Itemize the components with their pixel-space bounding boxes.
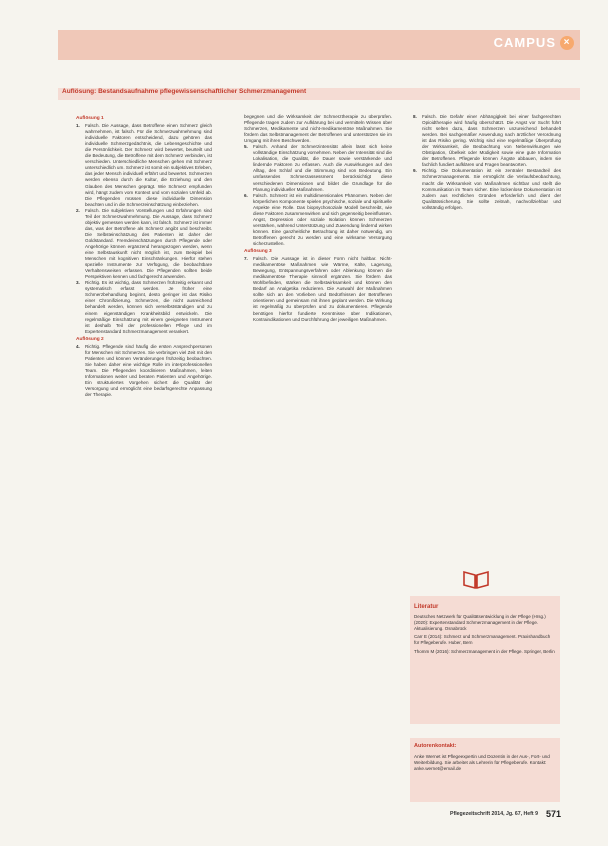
literature-box [410,596,560,724]
item-number: 1. [76,123,80,129]
item-number: 6. [244,192,248,198]
close-icon: × [560,36,574,50]
item-number: 5. [244,144,248,150]
list-item [244,144,392,192]
column-2 [244,114,392,323]
item-number: 4. [76,343,80,349]
column-1 [76,114,212,398]
literature-entry: Deutsches Netzwerk für Qualitätsentwicklung in der Pflege (Hrsg.) (2020): Expertenstandard Schmerzmanagement in der Pflege. Aktualisierung. Osnabrück [414,614,546,631]
literature-list [414,614,556,658]
author-box [410,738,560,802]
item-number: 9. [413,168,417,174]
item-text: Falsch. Anhand der Schmerzintensität allein lässt sich keine vollständige Einschätzung vornehmen. Neben der Intensität sind die Lokalisation, die Qualität, die Dauer sowie verstärkende und lindernde Faktoren zu erfassen. Auch die Auswirkungen auf den Alltag, den Schlaf und die Stimmung sind von Bedeutung. Ein umfassendes Schmerzassessment berücksichtigt diese verschiedenen Dimensionen und bildet die Grundlage für die Planung individueller Maßnahmen. [253,144,392,192]
header-band [58,30,580,60]
column-3 [413,114,561,211]
list-item [413,168,561,210]
section-heading: Auflösung 2 [76,336,104,342]
campus-label [494,35,574,50]
paragraph: begegnen und die Wirksamkeit der Schmerztherapie zu überprüfen. Pflegende tragen zudem zur Aufklärung bei und vermitteln Wissen über Schmerzen, Medikamente und nicht-medikamentöse Maßnahmen. Sie fördern das Selbstmanagement der Betroffenen und unterstützen sie im Umgang mit ihren Beschwerden. [244,114,392,144]
item-text: Richtig. Es ist wichtig, dass Schmerzen frühzeitig erkannt und systematisch erfasst werden. Je früher eine Schmerzbehandlung beginnt, desto geringer ist das Risiko einer Chronifizierung. Schmerzen, die nicht ausreichend behandelt werden, können sich verselbstständigen und zu einem eigenständigen Krankheitsbild entwickeln. Die regelmäßige Einschätzung mit einem geeigneten Instrument ist deshalb Teil der professionellen Pflege und im Expertenstandard Schmerzmanagement verankert. [85,280,212,334]
footer-journal: Pflegezeitschrift 2014, Jg. 67, Heft 9 [450,811,538,817]
literature-entry: Thomm M (2016): Schmerzmanagement in der Pflege. Springer, Berlin [414,648,555,654]
item-number: 2. [76,207,80,213]
section-heading: Auflösung 1 [76,116,104,121]
page-number: 571 [545,809,561,819]
solutions-title: Auflösung: Bestandsaufnahme pflegewissenschaftlicher Schmerzmanagement [62,88,307,95]
list-item [76,280,212,334]
author-text: Anke Wernet ist Pflegeexpertin und Dozentin in der Aus-, Fort- und Weiterbildung. Sie arbeitet als Lehrerin für Pflegeberufe. Kontakt: anke.wernet@email.de [414,754,550,771]
list-item [76,208,212,281]
literature-heading: Literatur [414,604,439,610]
solutions-bar [58,88,580,100]
list-item [244,193,392,247]
list-item [413,114,561,168]
list-item [76,123,212,208]
item-text: Richtig. Die Dokumentation ist ein zentraler Bestandteil des Schmerzmanagements. Sie ermöglicht die Verlaufsbeobachtung, macht die Wirksamkeit von Maßnahmen sichtbar und stellt die Kommunikation im Team sicher. Eine lückenlose Dokumentation ist zudem aus rechtlichen Gründen erforderlich und dient der Qualitätssicherung. Sie sollte zeitnah, nachvollziehbar und vollständig erfolgen. [422,168,561,210]
author-heading: Autorenkontakt: [414,743,457,749]
footer [413,808,561,820]
campus-text: CAMPUS [493,35,556,50]
item-text: Falsch. Die Gefahr einer Abhängigkeit bei einer fachgerechten Opioidtherapie wird häufig überschätzt. Die Angst vor Sucht führt nicht selten dazu, dass Schmerzen unzureichend behandelt werden. Bei sachgemäßer Anwendung nach ärztlicher Verordnung ist das Risiko gering. Wichtig sind eine regelmäßige Überprüfung der Wirksamkeit, die Beobachtung von Nebenwirkungen wie Obstipation, Übelkeit oder Müdigkeit sowie eine gute Information der Betroffenen. Pflegende können Ängste abbauen, indem sie fachlich fundiert aufklären und Fragen beantworten. [422,114,561,168]
section-heading: Auflösung 3 [244,249,272,255]
item-text: Falsch. Die Aussage, dass Betroffene einen Schmerz gleich wahrnehmen, ist falsch. Für die Schmerzwahrnehmung sind individuelle Faktoren entscheidend, dazu gehören das individuelle Schmerzgedächtnis, die Lebensgeschichte und die Persönlichkeit. Der Schmerz wird bewertet, beurteilt und die Bedeutung, die Betroffene mit dem Schmerz verbinden, ist verschieden. Unterschiedliche Menschen gehen mit Schmerz unterschiedlich um. Schmerz ist somit ein subjektives Erleben, das jeder Mensch individuell erfährt und bewertet. Schmerzen werden ebenso durch die Kultur, die Erziehung und den Glauben des Menschen geprägt. Wie Schmerz empfunden wird, hängt zudem vom Kontext und vom sozialen Umfeld ab. Die Pflegenden müssen diese individuelle Dimension beachten und in die Schmerzeinschätzung einbeziehen. [85,123,212,207]
item-text: Richtig. Pflegende sind häufig die ersten Ansprechpersonen für Menschen mit Schmerzen. Sie verbringen viel Zeit mit den Patienten und können Veränderungen frühzeitig beobachten. Sie haben daher eine wichtige Rolle im interprofessionellen Team. Die Pflegenden koordinieren Maßnahmen, leiten Informationen weiter und beraten Patienten und Angehörige. Ein strukturiertes Vorgehen sichert die Qualität der Versorgung und ermöglicht eine bedarfsgerechte Anpassung der Therapie. [85,343,212,398]
item-number: 8. [413,114,417,119]
item-text: Falsch. Die subjektiven Vorstellungen und Erfahrungen sind Teil der Schmerzwahrnehmung. Die Aussage, dass Schmerz objektiv gemessen werden kann, ist falsch. Schmerz ist immer das, was der Betroffene als Schmerz angibt und beschreibt. Die Selbsteinschätzung des Patienten ist daher der Goldstandard. Fremdeinschätzungen durch Pflegende oder Angehörige können ergänzend herangezogen werden, wenn eine Selbstauskunft nicht möglich ist, zum Beispiel bei Menschen mit kognitiven Einschränkungen. Hierfür stehen spezielle Instrumente zur Verfügung, die beobachtbare Verhaltensweisen erfassen. Die Pflegenden sollten beide Perspektiven kennen und fachgerecht anwenden. [85,207,212,280]
item-number: 3. [76,280,80,286]
list-item [76,344,212,398]
item-text: Falsch. Schmerz ist ein multidimensionales Phänomen. Neben der körperlichen Komponente spielen psychische, soziale und spirituelle Aspekte eine Rolle. Das biopsychosoziale Modell beschreibt, wie diese Faktoren zusammenwirken und sich gegenseitig beeinflussen. Angst, Depression oder soziale Isolation können Schmerzen verstärken, während Unterstützung und Zuwendung lindernd wirken können. Eine ganzheitliche Betrachtung ist daher notwendig, um Betroffenen gerecht zu werden und eine wirksame Versorgung sicherzustellen. [253,192,392,246]
item-text: Falsch. Die Aussage ist in dieser Form nicht haltbar. Nicht-medikamentöse Maßnahmen wie Wärme, Kälte, Lagerung, Bewegung, Entspannungsverfahren oder Ablenkung können die medikamentöse Therapie sinnvoll ergänzen. Sie fördern das Wohlbefinden, stärken die Selbstwirksamkeit und können den Bedarf an Analgetika reduzieren. Die Auswahl der Maßnahmen sollte sich an den Vorlieben und Bedürfnissen der Betroffenen orientieren und gemeinsam mit ihnen geplant werden. Die Wirkung ist regelmäßig zu überprüfen und zu dokumentieren. Pflegende benötigen hierfür fundierte Kenntnisse über Indikationen, Kontraindikationen und Durchführung der jeweiligen Maßnahmen. [253,256,392,322]
item-number: 7. [244,256,248,262]
list-item [244,256,392,323]
book-icon [462,566,490,590]
literature-entry: Carr E (2014): Schmerz und Schmerzmanagement. Praxishandbuch für Pflegeberufe. Huber, Bern [414,634,551,646]
